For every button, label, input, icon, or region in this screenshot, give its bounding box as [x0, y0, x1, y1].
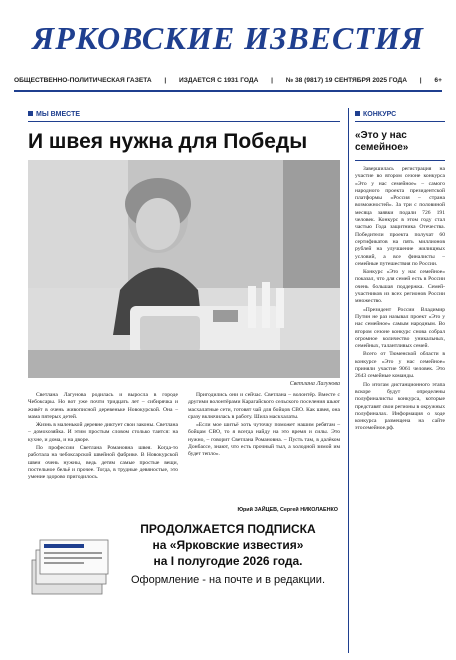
newspaper-stack-icon	[28, 520, 112, 600]
sidebar-rubric-label: КОНКУРС	[363, 111, 397, 118]
article-signature: Юрий ЗАЙЦЕВ, Сергей НИКОЛАЕНКО	[237, 507, 338, 513]
sidebar-rubric	[355, 111, 396, 118]
ad-line-2: на «Ярковские известия»	[152, 538, 304, 552]
paragraph: Всего от Тюменской области в конкурсе «Это у нас семейное» приняли участие 9061 человек. Это 2643 семейные команды.	[355, 351, 445, 380]
subtitle-issue: № 38 (9817) 19 СЕНТЯБРЯ 2025 ГОДА	[285, 77, 407, 84]
age-rating: 6+	[434, 77, 442, 84]
masthead-rule	[14, 90, 442, 92]
paragraph: Завершилась регистрация на участие во втором сезоне конкурса «Это у нас семейное» – самого народного проекта президентской платформы «Россия – страна возможностей». За три с половиной месяца заявки подали 726 191 человек. Конкурс в этом году стал частью Года защитника Отечества. Победители проекта получат 60 сертификатов на пять миллионов рублей на улучшение жилищных условий, а все финалисты – семейные путешествия по России.	[355, 166, 445, 267]
ad-line-4: Оформление - на почте и в редакции.	[130, 574, 326, 586]
subtitle-since: ИЗДАЕТСЯ С 1931 ГОДА	[179, 77, 259, 84]
subscription-ad	[28, 520, 340, 652]
paragraph: «Президент России Владимир Путин не раз называл проект «Это у нас семейное» самым народным. Во втором сезоне конкурс снова собрал огромное количество уникальных, семейных, талантливых семей.	[355, 306, 445, 350]
paragraph: Светлана Лагунова родилась и выросла в городе Чебоксары. Но вот уже почти тридцать лет – сибирячка и живёт в очень живописной деревеньке Новокурской. Она – мама пятерых детей.	[28, 392, 178, 420]
seamstress-photo-illustration	[28, 160, 340, 378]
column-divider	[348, 108, 349, 653]
ad-line-3: на I полугодие 2026 года.	[153, 554, 303, 568]
subtitle-type: ОБЩЕСТВЕННО-ПОЛИТИЧЕСКАЯ ГАЗЕТА	[14, 77, 152, 84]
paragraph: Конкурс «Это у нас семейное» показал, что для семей есть в России очень большая поддержка. Семей-участников из всех регионов России множество.	[355, 269, 445, 305]
sidebar-title-rule	[355, 160, 445, 161]
rubric-square-icon	[28, 111, 33, 116]
subtitle-divider: |	[419, 77, 422, 84]
main-rubric-line	[28, 121, 340, 122]
paragraph: «Если мое шитьё хоть чуточку поможет нашим ребятам – бойцам СВО, то я всегда найду на это время и силы. Это нужно, – говорит Светлана Романовна. – Пусть там, в далёком Донбассе, знают, что есть прочный тыл, а холодной зимой им будет тепло».	[188, 422, 340, 458]
article-headline: И швея нужна для Победы	[28, 130, 308, 153]
newspaper-title: ЯРКОВСКИЕ ИЗВЕСТИЯ	[32, 20, 424, 56]
sidebar-rubric-line	[355, 121, 445, 122]
paragraph: Жизнь в маленькой деревне диктует свои законы. Светлана – домохозяйка. И этим простым словом столько таится: на кухне, и дома, и на дворе.	[28, 422, 178, 443]
article-column-1	[28, 392, 178, 483]
masthead-subtitle	[14, 77, 442, 84]
paragraph: По профессии Светлана Романовна швея. Когда-то работала на чебоксарской швейной фабрике. В Новокурской швеи очень нужны, ведь детям самые простые вещи, постельное бельё и прочее. Тогда, в трудные девяностые, это умение здорово пригодилось.	[28, 445, 178, 481]
paragraph: По итогам дистанционного этапа вскоре будут определены полуфиналисты конкурса, которые представят свои регионы в окружных полуфиналах. Информация о ходе конкурса размещена на сайте этосемейное.рф.	[355, 381, 445, 432]
ad-line-1: ПРОДОЛЖАЕТСЯ ПОДПИСКА	[140, 522, 316, 536]
article-column-2	[188, 392, 340, 460]
subtitle-divider: |	[164, 77, 167, 84]
photo-credit: Светлана Лагунова	[289, 381, 340, 387]
main-rubric	[28, 111, 80, 118]
paragraph: Пригодились они и сейчас. Светлана – волонтёр. Вместе с другими волонтёрами Карагайского сельского поселения шьют масхалатные сети, готовят чай для бойцов СВО. Как швея, она сразу включилась в работу. Шила маскхалаты.	[188, 392, 340, 420]
sidebar-article	[355, 166, 445, 652]
main-rubric-label: МЫ ВМЕСТЕ	[36, 111, 81, 118]
ad-text	[114, 522, 342, 586]
article-photo	[28, 160, 340, 378]
rubric-square-icon	[355, 111, 360, 116]
subtitle-divider: |	[271, 77, 273, 84]
sidebar-title: «Это у нас семейное»	[355, 130, 409, 153]
